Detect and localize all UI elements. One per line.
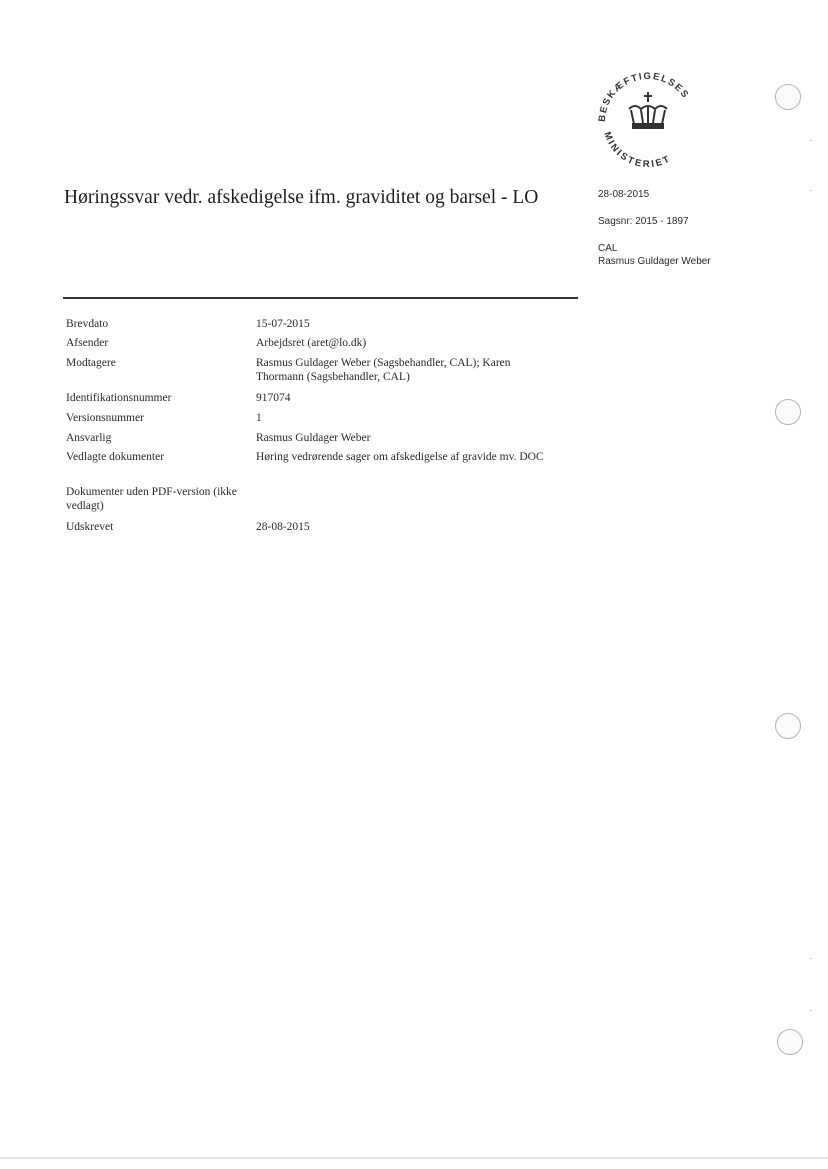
field-value: Rasmus Guldager Weber (Sagsbehandler, CAL); Karen Thormann (Sagsbehandler, CAL) (256, 357, 511, 383)
field-label: Versionsnummer (66, 412, 144, 424)
field-label: Identifikationsnummer (66, 392, 172, 404)
title-divider (63, 297, 578, 299)
scan-speck (810, 140, 812, 141)
scan-speck (810, 190, 812, 191)
meta-date: 28-08-2015 (598, 189, 650, 200)
scan-speck (810, 958, 812, 959)
field-value: Arbejdsret (aret@lo.dk) (256, 337, 367, 349)
punch-hole (775, 399, 801, 425)
punch-hole (777, 1029, 803, 1055)
field-label: Udskrevet (66, 521, 114, 533)
ministry-seal-logo (589, 62, 707, 170)
meta-person: Rasmus Guldager Weber (598, 256, 711, 267)
crown-icon (629, 92, 667, 128)
meta-unit: CAL (598, 243, 618, 254)
seal-top-text: BESKÆFTIGELSES (596, 70, 692, 123)
field-value: Rasmus Guldager Weber (256, 432, 371, 444)
field-value: 28-08-2015 (256, 521, 310, 533)
field-value: 917074 (256, 392, 291, 404)
meta-case-number: Sagsnr: 2015 - 1897 (598, 216, 689, 227)
field-label: Vedlagte dokumenter (66, 451, 165, 463)
field-label: Afsender (66, 337, 109, 349)
field-label: Brevdato (66, 318, 109, 330)
field-value: 15-07-2015 (256, 318, 310, 330)
field-value: Høring vedrørende sager om afskedigelse af gravide mv. DOC (256, 451, 544, 463)
punch-hole (775, 713, 801, 739)
document-title: Høringssvar vedr. afskedigelse ifm. graviditet og barsel - LO (64, 187, 539, 208)
field-label: Dokumenter uden PDF-version (ikke vedlagt) (66, 486, 237, 512)
field-value: 1 (256, 412, 262, 424)
scan-speck (810, 1010, 812, 1011)
punch-hole (775, 84, 801, 110)
page-bottom-edge (0, 1157, 828, 1159)
seal-bottom-text: MINISTERIET (601, 130, 674, 170)
field-label: Modtagere (66, 357, 116, 369)
field-label: Ansvarlig (66, 432, 112, 444)
